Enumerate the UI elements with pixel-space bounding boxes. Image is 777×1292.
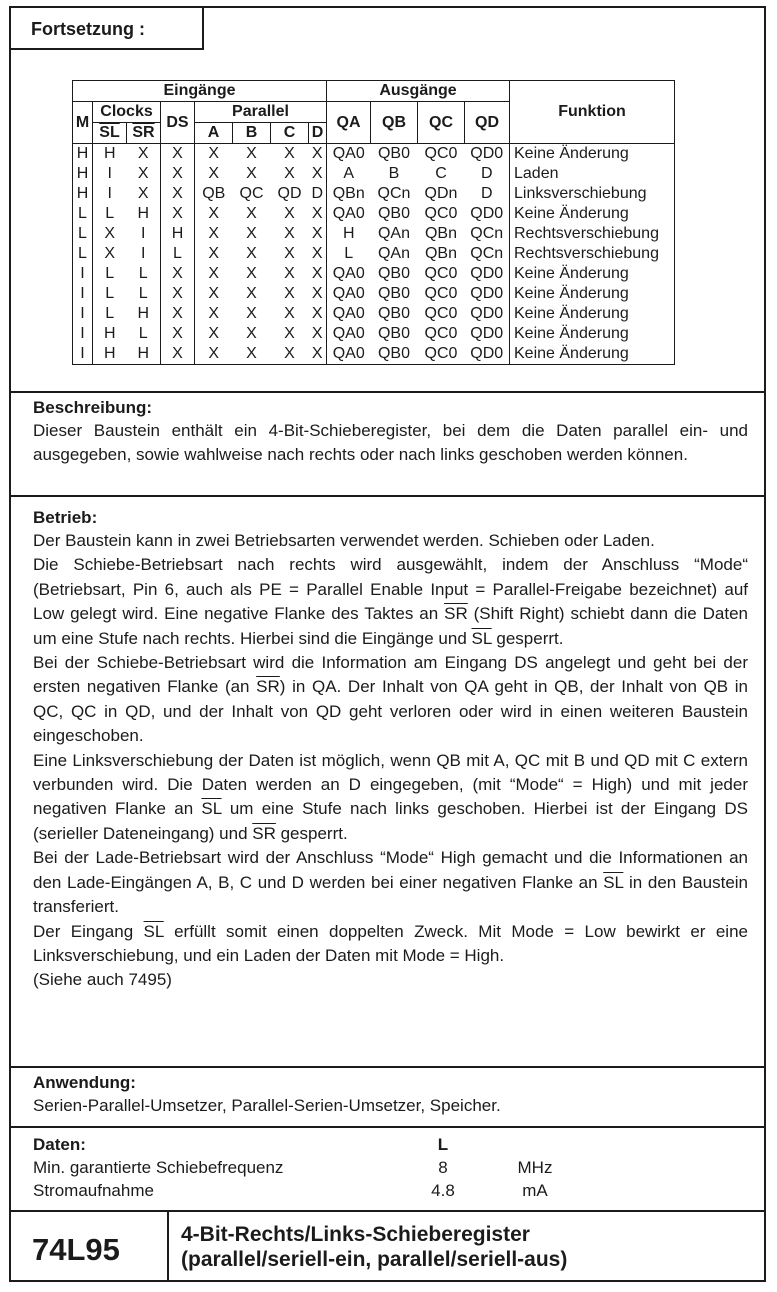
truth-table-cell: I: [93, 184, 127, 204]
truth-table-cell: X: [93, 244, 127, 264]
truth-table-cell: L: [93, 264, 127, 284]
truth-table-cell: L: [161, 244, 195, 264]
truth-table-cell: QD0: [470, 305, 504, 322]
application-text: Serien-Parallel-Umsetzer, Parallel-Serien-Umsetzer, Speicher.: [33, 1096, 501, 1115]
description-heading: Beschreibung:: [33, 398, 153, 417]
truth-table-cell: X: [284, 165, 295, 182]
sr-header: $\overline{SR}$: [127, 123, 161, 144]
truth-table-cell: Keine Änderung: [510, 304, 675, 324]
truth-table-cell: X: [311, 285, 323, 302]
data-row: [33, 1179, 748, 1202]
truth-table-cell: X: [311, 225, 323, 242]
truth-table-cell: X: [161, 324, 195, 344]
part-number: 74L95: [32, 1232, 120, 1267]
truth-table-cell: X: [161, 204, 195, 224]
truth-table-cell: Keine Änderung: [510, 204, 675, 224]
operation-section: [33, 507, 748, 993]
data-heading: Daten:: [33, 1135, 86, 1154]
truth-table-cell: H: [327, 224, 371, 244]
truth-table-cell: QAn: [377, 245, 410, 262]
sl-header: $\overline{SL}$: [93, 123, 127, 144]
truth-table-cell: X: [246, 265, 257, 282]
truth-table-row: [73, 224, 675, 244]
c-header: C: [271, 123, 309, 144]
description-section: [33, 397, 748, 467]
truth-table-cell: H: [93, 344, 127, 365]
truth-table-cell: QD0: [470, 145, 504, 162]
truth-table-cell: X: [284, 145, 295, 162]
truth-table-cell: QB0: [377, 205, 410, 222]
truth-table-cell: L: [73, 204, 93, 224]
sr-signal: $\overline{SR}$: [252, 823, 276, 843]
truth-table-cell: X: [311, 265, 323, 282]
qa-header: QA: [327, 102, 371, 144]
truth-table-cell: QA0: [327, 324, 371, 344]
truth-table-cell: QCn: [377, 185, 411, 202]
truth-table-cell: QA0: [327, 144, 371, 165]
truth-table-row: [73, 184, 675, 204]
truth-table-cell: I: [73, 324, 93, 344]
truth-table-cell: QB0: [377, 305, 410, 322]
truth-table-cell: I: [73, 284, 93, 304]
truth-table-cell: X: [311, 305, 323, 322]
truth-table-cell: QBn: [424, 245, 457, 262]
truth-table-cell: X: [137, 165, 149, 182]
truth-table-cell: X: [311, 245, 323, 262]
truth-table-cell: X: [246, 325, 257, 342]
truth-table-cell: X: [195, 224, 233, 244]
data-section: [33, 1133, 748, 1202]
qb-header: QB: [371, 102, 418, 144]
truth-table-cell: X: [93, 224, 127, 244]
truth-table-cell: H: [161, 224, 195, 244]
part-number-box: [9, 1212, 169, 1282]
truth-table-cell: Keine Änderung: [510, 324, 675, 344]
truth-table-cell: H: [137, 305, 150, 322]
truth-table-cell: I: [141, 245, 146, 262]
truth-table-cell: QC0: [424, 145, 458, 162]
outputs-header: Ausgänge: [327, 81, 510, 102]
truth-table-cell: X: [246, 225, 257, 242]
truth-table-cell: Laden: [510, 164, 675, 184]
truth-table-row: [73, 324, 675, 344]
qd-header: QD: [465, 102, 510, 144]
truth-table-cell: X: [195, 304, 233, 324]
truth-table-cell: Keine Änderung: [510, 284, 675, 304]
truth-table-cell: X: [161, 284, 195, 304]
truth-table-cell: QA0: [327, 304, 371, 324]
truth-table-row: [73, 244, 675, 264]
operation-heading: Betrieb:: [33, 508, 98, 527]
divider: [9, 1066, 766, 1068]
data-unit: mA: [522, 1181, 548, 1200]
truth-table-cell: QB0: [377, 325, 410, 342]
truth-table-cell: X: [161, 184, 195, 204]
truth-table-cell: L: [138, 285, 148, 302]
truth-table-cell: L: [327, 244, 371, 264]
sl-signal: $\overline{SL}$: [201, 799, 222, 819]
truth-table-row: [73, 164, 675, 184]
truth-table-cell: X: [284, 305, 295, 322]
truth-table-cell: QA0: [327, 344, 371, 365]
truth-table-cell: QD0: [465, 344, 510, 365]
truth-table-cell: QA0: [327, 204, 371, 224]
truth-table-cell: X: [309, 344, 327, 365]
truth-table-cell: QDn: [424, 185, 458, 202]
truth-table-cell: X: [246, 205, 257, 222]
truth-table-cell: L: [138, 325, 148, 342]
truth-table-cell: X: [246, 165, 257, 182]
truth-table-cell: QD: [277, 185, 302, 202]
truth-table-cell: I: [73, 344, 93, 365]
truth-table-cell: H: [73, 144, 93, 165]
truth-table-cell: X: [161, 344, 195, 365]
truth-table-cell: X: [233, 344, 271, 365]
truth-table-cell: I: [73, 264, 93, 284]
truth-table-cell: H: [73, 184, 93, 204]
operation-paragraph: Bei der Lade-Betriebsart wird der Anschluss “Mode“ High gemacht und die Informationen an den Lade-Eingängen A, B, C und D werden bei einer negativen Flanke an $\overline{SL}$ in den Baustein transferiert.: [33, 848, 749, 917]
truth-table-cell: QC0: [424, 205, 458, 222]
ds-header: DS: [161, 102, 195, 144]
truth-table-cell: QA0: [327, 264, 371, 284]
truth-table-cell: Keine Änderung: [510, 144, 675, 165]
data-unit: MHz: [517, 1158, 553, 1177]
truth-table-row: [73, 144, 675, 165]
operation-paragraph: Bei der Schiebe-Betriebsart wird die Information am Eingang DS angelegt und geht bei der ersten negativen Flanke (an $\overline{SR}$) in QA. Der Inhalt von QA geht in QB, der Inhalt von QB in QC, QC in QD, und der Inhalt von QD geht verloren oder wird in einen weiteren Baustein eingeschoben.: [33, 653, 749, 746]
b-header: B: [233, 123, 271, 144]
truth-table-cell: QBn: [327, 184, 371, 204]
divider: [9, 391, 766, 393]
truth-table-cell: X: [161, 144, 195, 165]
a-header: A: [195, 123, 233, 144]
truth-table-cell: C: [435, 165, 447, 182]
truth-table-cell: X: [195, 164, 233, 184]
truth-table-cell: X: [246, 145, 257, 162]
truth-table-cell: QB: [195, 184, 233, 204]
truth-table-cell: QC0: [418, 344, 465, 365]
truth-table-cell: X: [195, 324, 233, 344]
truth-table-cell: Keine Änderung: [510, 344, 675, 365]
truth-table-cell: QD0: [470, 265, 504, 282]
truth-table-cell: H: [127, 344, 161, 365]
operation-reference: (Siehe auch 7495): [33, 970, 172, 990]
truth-table-cell: QD0: [470, 205, 504, 222]
truth-table-cell: QCn: [470, 225, 504, 242]
truth-table-cell: QD0: [470, 325, 504, 342]
truth-table-cell: QC0: [424, 325, 458, 342]
truth-table-body: [73, 144, 675, 365]
truth-table-cell: QD0: [470, 285, 504, 302]
truth-table-cell: X: [161, 164, 195, 184]
truth-table-cell: QA0: [327, 284, 371, 304]
truth-table-cell: X: [161, 264, 195, 284]
truth-table-row: [73, 304, 675, 324]
truth-table-cell: D: [480, 185, 493, 202]
operation-paragraph: Der Baustein kann in zwei Betriebsarten verwendet werden. Schieben oder Laden.: [33, 531, 655, 550]
truth-table-cell: QB0: [377, 265, 410, 282]
sr-signal: $\overline{SR}$: [444, 604, 468, 624]
truth-table-cell: B: [388, 165, 400, 182]
truth-table-cell: QBn: [424, 225, 457, 242]
truth-table-cell: L: [138, 265, 148, 282]
divider: [9, 495, 766, 497]
truth-table-cell: X: [246, 285, 257, 302]
truth-table-cell: QB0: [377, 145, 410, 162]
truth-table-cell: L: [93, 204, 127, 224]
application-heading: Anwendung:: [33, 1073, 136, 1092]
truth-table-cell: QC0: [424, 285, 458, 302]
clocks-header: Clocks: [93, 102, 161, 123]
data-column-header: L: [437, 1135, 449, 1154]
part-title-line: (parallel/seriell-ein, parallel/seriell-aus): [181, 1248, 568, 1271]
truth-table-cell: L: [73, 244, 93, 264]
truth-table-cell: QC0: [424, 305, 458, 322]
data-label: Min. garantierte Schiebefrequenz: [33, 1158, 284, 1177]
truth-table-cell: X: [195, 144, 233, 165]
mode-header: M: [73, 102, 93, 144]
truth-table-cell: X: [137, 145, 149, 162]
truth-table-cell: D: [311, 185, 324, 202]
truth-table-cell: I: [141, 225, 146, 242]
truth-table-cell: X: [195, 344, 233, 365]
truth-table-cell: X: [195, 204, 233, 224]
parallel-header: Parallel: [195, 102, 327, 123]
truth-table-cell: X: [246, 245, 257, 262]
truth-table-cell: X: [284, 285, 295, 302]
truth-table-cell: X: [311, 205, 323, 222]
truth-table-row: [73, 264, 675, 284]
data-value: 8: [438, 1158, 448, 1177]
operation-paragraph: Der Eingang $\overline{SL}$ erfüllt somit einen doppelten Zweck. Mit Mode = Low bewirkt er eine Linksverschiebung, und ein Laden der Daten mit Mode = High.: [33, 921, 748, 965]
data-label: Stromaufnahme: [33, 1181, 154, 1200]
truth-table: [72, 80, 675, 365]
truth-table-cell: X: [161, 304, 195, 324]
divider: [9, 1126, 766, 1128]
truth-table-cell: I: [73, 304, 93, 324]
inputs-header: Eingänge: [73, 81, 327, 102]
truth-table-cell: L: [93, 284, 127, 304]
truth-table-cell: X: [271, 344, 309, 365]
application-section: [33, 1072, 748, 1118]
truth-table-cell: QAn: [377, 225, 410, 242]
data-row: [33, 1156, 748, 1179]
truth-table-cell: Keine Änderung: [510, 264, 675, 284]
truth-table-cell: Linksverschiebung: [510, 184, 675, 204]
truth-table-row: [73, 344, 675, 365]
sl-signal: $\overline{SL}$: [603, 872, 624, 892]
truth-table-cell: L: [73, 224, 93, 244]
truth-table-cell: Rechtsverschiebung: [510, 224, 675, 244]
truth-table-cell: X: [246, 305, 257, 322]
truth-table-cell: X: [284, 245, 295, 262]
qc-header: QC: [418, 102, 465, 144]
truth-table-cell: QB0: [371, 344, 418, 365]
truth-table-cell: QC0: [424, 265, 458, 282]
operation-paragraph: Die Schiebe-Betriebsart nach rechts wird ausgewählt, indem der Anschluss “Mode“ (Betriebsart, Pin 6, auch als PE = Parallel Enable Input = Parallel-Freigabe bezeichnet) auf Low gelegt wird. Eine negative Flanke des Taktes an $\overline{SR}$ (Shift Right) schiebt dann die Daten um eine Stufe nach rechts. Hierbei sind die Eingänge und $\overline{SL}$ gesperrt.: [33, 555, 748, 648]
description-text: Dieser Baustein enthält ein 4-Bit-Schieberegister, bei dem die Daten parallel ein- und ausgegeben, sowie wahlweise nach rechts oder nach links geschoben werden können.: [33, 421, 748, 464]
part-title: [181, 1222, 567, 1272]
truth-table-cell: H: [93, 324, 127, 344]
continuation-label: Fortsetzung :: [31, 19, 145, 39]
truth-table-row: [73, 284, 675, 304]
d-header: D: [309, 123, 327, 144]
truth-table-cell: QCn: [470, 245, 504, 262]
truth-table-cell: X: [311, 145, 323, 162]
truth-table-cell: L: [93, 304, 127, 324]
truth-table-cell: X: [137, 185, 149, 202]
truth-table-cell: X: [311, 165, 323, 182]
sl-signal: $\overline{SL}$: [471, 628, 492, 648]
function-header: Funktion: [510, 81, 675, 144]
truth-table-cell: D: [480, 165, 493, 182]
truth-table-cell: X: [284, 225, 295, 242]
truth-table-cell: Rechtsverschiebung: [510, 244, 675, 264]
truth-table-cell: H: [93, 144, 127, 165]
operation-paragraph: Eine Linksverschiebung der Daten ist möglich, wenn QB mit A, QC mit B und QD mit C extern verbunden wird. Die Daten werden an D eingegeben, (mit “Mode“ = High) und mit jeder negativen Flanke an $\overline{SL}$ um eine Stufe nach links geschoben. Hierbei ist der Eingang DS (serieller Dateneingang) und $\overline{SR}$ gesperrt.: [33, 750, 748, 843]
truth-table-cell: A: [327, 164, 371, 184]
truth-table-cell: H: [73, 164, 93, 184]
sr-signal: $\overline{SR}$: [256, 677, 280, 697]
data-value: 4.8: [431, 1181, 455, 1200]
part-title-line: 4-Bit-Rechts/Links-Schieberegister: [181, 1223, 530, 1246]
truth-table-cell: X: [284, 265, 295, 282]
truth-table-cell: H: [137, 205, 150, 222]
truth-table-cell: X: [284, 205, 295, 222]
truth-table-cell: QC: [239, 185, 264, 202]
sl-signal: $\overline{SL}$: [143, 921, 164, 941]
truth-table-row: [73, 204, 675, 224]
truth-table-cell: QB0: [377, 285, 410, 302]
continuation-tab: [9, 6, 204, 50]
truth-table-cell: X: [195, 244, 233, 264]
truth-table-cell: X: [195, 264, 233, 284]
truth-table-cell: I: [93, 164, 127, 184]
truth-table-cell: X: [195, 284, 233, 304]
truth-table-cell: X: [311, 325, 323, 342]
truth-table-cell: X: [284, 325, 295, 342]
